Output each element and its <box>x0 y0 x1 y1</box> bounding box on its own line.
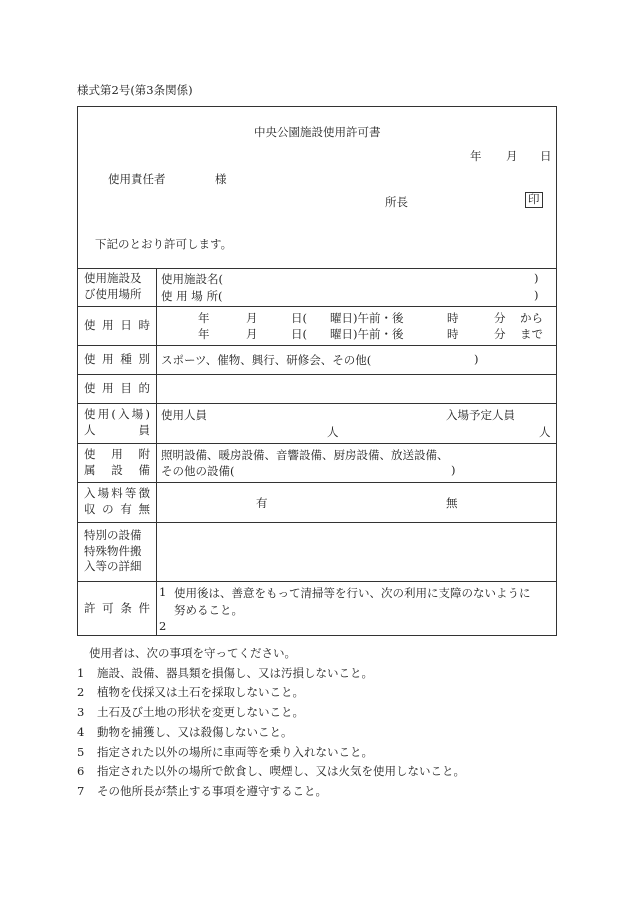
condition-1-number: 1 <box>159 585 167 599</box>
start-month: 月 <box>246 311 258 325</box>
list-item <box>77 683 465 703</box>
fee-label-line1: 入場料等徴 <box>84 486 150 501</box>
expected-unit: 人 <box>539 425 551 439</box>
facility-name-field: 使用施設名( <box>161 272 223 286</box>
fee-no: 無 <box>446 496 458 510</box>
rule-text: 動物を捕獲し、又は殺傷しないこと。 <box>97 724 293 739</box>
rule-number: 2 <box>77 685 85 700</box>
rule-number: 6 <box>77 764 85 779</box>
list-item <box>77 664 465 684</box>
end-weekday: 曜日)午前・後 <box>330 327 404 341</box>
rule-text: 指定された以外の場所で飲食し、喫煙し、又は火気を使用しないこと。 <box>97 764 465 779</box>
facility-place-close: ) <box>534 288 539 302</box>
honorific-label: 様 <box>215 172 227 186</box>
fee-yes: 有 <box>256 496 268 510</box>
rule-number: 1 <box>77 665 85 680</box>
permission-statement: 下記のとおり許可します。 <box>95 237 233 251</box>
rule-number: 4 <box>77 724 85 739</box>
facility-name-close: ) <box>534 271 539 285</box>
type-close: ) <box>474 352 479 366</box>
rule-text: 施設、設備、器具類を損傷し、又は汚損しないこと。 <box>97 665 373 680</box>
facility-label <box>78 268 156 306</box>
facility-place-field: 使 用 場 所( <box>161 289 223 303</box>
fee-label <box>78 482 156 522</box>
users-count-label: 使用人員 <box>161 408 207 422</box>
equipment-options: 照明設備、暖房設備、音響設備、厨房設備、放送設備、 <box>161 448 449 462</box>
datetime-label-text: 使用日時 <box>84 317 150 332</box>
date-month-label: 月 <box>506 149 518 163</box>
condition-2-number: 2 <box>159 619 167 633</box>
end-until: まで <box>520 327 543 341</box>
date-year-label: 年 <box>470 149 482 163</box>
purpose-label <box>78 374 156 403</box>
list-item <box>77 723 465 743</box>
form-number-label: 様式第2号(第3条関係) <box>77 83 193 97</box>
type-options: スポーツ、催物、興行、研修会、その他( <box>161 353 372 367</box>
equipment-label <box>78 443 156 482</box>
conditions-label-text: 許可条件 <box>84 600 150 615</box>
end-hour: 時 <box>447 327 459 341</box>
end-month: 月 <box>246 327 258 341</box>
rule-text: その他所長が禁止する事項を遵守すること。 <box>97 783 327 798</box>
start-hour: 時 <box>447 311 459 325</box>
special-label-line2: 特殊物件搬 <box>84 543 142 558</box>
permit-form <box>77 106 557 636</box>
document-title: 中央公園施設使用許可書 <box>254 125 381 139</box>
equipment-other: その他の設備( <box>161 464 235 478</box>
special-label <box>78 522 156 581</box>
issuer-label: 所長 <box>385 195 408 209</box>
seal-mark <box>525 192 543 208</box>
condition-1-text: 使用後は、善意をもって清掃等を行い、次の利用に支障のないように <box>174 586 531 600</box>
users-unit: 人 <box>327 425 339 439</box>
equipment-label-line1: 使用附 <box>84 446 150 461</box>
fee-label-line2: 収の有無 <box>84 502 150 516</box>
facility-label-line1: 使用施設及 <box>84 271 142 286</box>
persons-label-line2: 人員 <box>84 423 150 437</box>
conditions-label <box>78 581 156 636</box>
facility-label-line2: び使用場所 <box>84 287 142 301</box>
start-from: から <box>520 311 543 325</box>
start-year: 年 <box>198 311 210 325</box>
type-label-text: 使用種別 <box>84 351 150 366</box>
datetime-label <box>78 306 156 345</box>
usage-rules-intro: 使用者は、次の事項を守ってください。 <box>89 646 296 660</box>
list-item <box>77 743 465 763</box>
end-day: 日( <box>291 327 307 341</box>
rule-text: 土石及び土地の形状を変更しないこと。 <box>97 705 304 720</box>
special-label-line3: 入等の詳細 <box>84 559 142 574</box>
persons-label <box>78 403 156 443</box>
addressee-label: 使用責任者 <box>108 172 166 186</box>
usage-rules <box>77 644 465 802</box>
condition-1-text-cont: 努めること。 <box>174 603 243 617</box>
rule-text: 指定された以外の場所に車両等を乗り入れないこと。 <box>97 744 373 759</box>
rule-number: 7 <box>77 783 85 798</box>
date-day-label: 日 <box>540 149 552 163</box>
seal-text: 印 <box>525 192 543 208</box>
special-label-line1: 特別の設備 <box>84 528 142 543</box>
start-day: 日( <box>291 311 307 325</box>
equipment-other-close: ) <box>451 463 456 477</box>
purpose-label-text: 使用目的 <box>84 380 150 395</box>
end-minute: 分 <box>494 327 506 341</box>
end-year: 年 <box>198 327 210 341</box>
rule-text: 植物を伐採又は土石を採取しないこと。 <box>97 685 304 700</box>
list-item <box>77 782 465 802</box>
start-weekday: 曜日)午前・後 <box>330 311 404 325</box>
start-minute: 分 <box>494 311 506 325</box>
expected-count-label: 入場予定人員 <box>446 408 515 422</box>
list-item <box>77 762 465 782</box>
label-column-divider <box>156 268 157 635</box>
rule-number: 3 <box>77 705 85 720</box>
list-item <box>77 703 465 723</box>
equipment-label-line2: 属設備 <box>84 462 150 477</box>
persons-label-line1: 使用(入場) <box>84 407 150 422</box>
rule-number: 5 <box>77 744 85 759</box>
type-label <box>78 345 156 374</box>
